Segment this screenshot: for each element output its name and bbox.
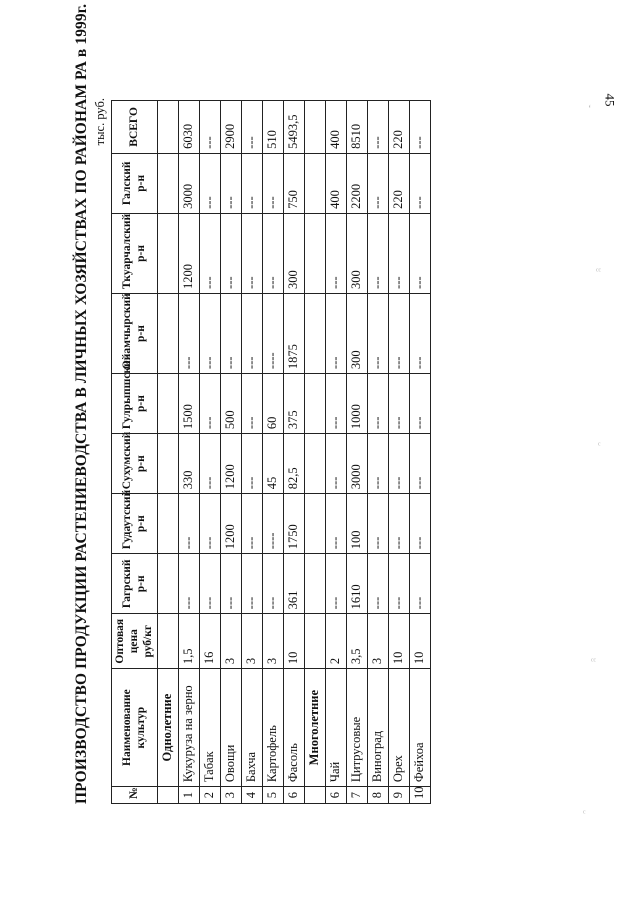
cell-price: 16 [200, 614, 221, 669]
cell-gagra: --- [221, 554, 242, 614]
cell-tkuarchal: --- [368, 213, 389, 293]
cell-gudauta: --- [242, 494, 263, 554]
cell-no: 8 [368, 787, 389, 804]
page-number: 45 [602, 93, 618, 107]
header-row [112, 101, 158, 804]
cell-gagra: --- [368, 554, 389, 614]
header-gal: Галский р-н [112, 153, 158, 213]
table-row [368, 101, 389, 804]
table-row [326, 101, 347, 804]
cell-sukhum: --- [389, 434, 410, 494]
cell-ochamchira: --- [326, 293, 347, 373]
cell-ochamchira: 300 [347, 293, 368, 373]
cell-gulripsh: --- [242, 374, 263, 434]
table-row [389, 101, 410, 804]
cell-ochamchira: 1875 [284, 293, 305, 373]
cell-price: 3,5 [347, 614, 368, 669]
table-row [263, 101, 284, 804]
cell-gudauta: --- [200, 494, 221, 554]
header-name: Наименование культур [112, 669, 158, 787]
cell-total: 6030 [179, 101, 200, 154]
section-empty-cell [305, 554, 326, 614]
section-empty-cell [158, 293, 179, 373]
cell-no: 7 [347, 787, 368, 804]
cell-crop-name: Бахча [242, 669, 263, 787]
section-row [158, 101, 179, 804]
section-empty-cell [305, 293, 326, 373]
cell-gal: 220 [389, 153, 410, 213]
section-empty-cell [305, 101, 326, 154]
cell-total: 5493,5 [284, 101, 305, 154]
cell-gal: --- [221, 153, 242, 213]
cell-gulripsh: --- [200, 374, 221, 434]
cell-gagra: 361 [284, 554, 305, 614]
header-gulripsh: Гулрыпшский р-н [112, 374, 158, 434]
cell-total: 400 [326, 101, 347, 154]
cell-sukhum: 330 [179, 434, 200, 494]
unit-label: тыс. руб. [93, 98, 107, 146]
cell-gal: 400 [326, 153, 347, 213]
cell-crop-name: Табак [200, 669, 221, 787]
section-empty-cell [158, 153, 179, 213]
cell-sukhum: 3000 [347, 434, 368, 494]
cell-gagra: --- [200, 554, 221, 614]
cell-tkuarchal: --- [242, 213, 263, 293]
section-empty-cell [158, 101, 179, 154]
cell-gudauta: --- [326, 494, 347, 554]
cell-sukhum: 1200 [221, 434, 242, 494]
cell-crop-name: Цитрусовые [347, 669, 368, 787]
section-title: Однолетние [158, 669, 179, 787]
cell-no: 5 [263, 787, 284, 804]
cell-tkuarchal: --- [263, 213, 284, 293]
cell-gudauta: --- [368, 494, 389, 554]
cell-ochamchira: --- [242, 293, 263, 373]
cell-tkuarchal: --- [221, 213, 242, 293]
cell-crop-name: Виноград [368, 669, 389, 787]
scan-speck: ᶜ [583, 808, 586, 819]
section-empty-cell [158, 494, 179, 554]
cell-no: 2 [200, 787, 221, 804]
section-row [305, 101, 326, 804]
cell-sukhum: --- [410, 434, 431, 494]
cell-no: 6 [284, 787, 305, 804]
cell-gal: --- [263, 153, 284, 213]
cell-gagra: --- [410, 554, 431, 614]
table-row [242, 101, 263, 804]
cell-gagra: --- [242, 554, 263, 614]
cell-price: 3 [263, 614, 284, 669]
cell-price: 10 [410, 614, 431, 669]
cell-price: 10 [284, 614, 305, 669]
cell-tkuarchal: --- [389, 213, 410, 293]
cell-price: 2 [326, 614, 347, 669]
cell-price: 1,5 [179, 614, 200, 669]
cell-sukhum: --- [200, 434, 221, 494]
cell-total: --- [242, 101, 263, 154]
header-no: № [112, 787, 158, 804]
cell-crop-name: Кукуруза на зерно [179, 669, 200, 787]
cell-gagra: --- [263, 554, 284, 614]
cell-price: 3 [242, 614, 263, 669]
cell-no: 4 [242, 787, 263, 804]
table-row [410, 101, 431, 804]
header-gagra: Гагрский р-н [112, 554, 158, 614]
cell-sukhum: 45 [263, 434, 284, 494]
cell-no: 10 [410, 787, 431, 804]
section-no-cell [158, 787, 179, 804]
cell-total: --- [200, 101, 221, 154]
cell-gagra: 1610 [347, 554, 368, 614]
cell-tkuarchal: --- [326, 213, 347, 293]
rotated-page-content [65, 3, 575, 812]
table-row [221, 101, 242, 804]
cell-gagra: --- [389, 554, 410, 614]
cell-total: 510 [263, 101, 284, 154]
cell-no: 3 [221, 787, 242, 804]
cell-gal: 2200 [347, 153, 368, 213]
cell-gulripsh: 1500 [179, 374, 200, 434]
cell-total: --- [410, 101, 431, 154]
section-no-cell [305, 787, 326, 804]
cell-price: 3 [221, 614, 242, 669]
cell-crop-name: Картофель [263, 669, 284, 787]
scan-speck: ‘ [588, 104, 592, 115]
cell-no: 1 [179, 787, 200, 804]
section-empty-cell [158, 213, 179, 293]
cell-gulripsh: 1000 [347, 374, 368, 434]
cell-gulripsh: --- [389, 374, 410, 434]
table-row [347, 101, 368, 804]
scan-speck: ᶜ [598, 440, 601, 451]
cell-total: --- [368, 101, 389, 154]
section-empty-cell [158, 614, 179, 669]
table-row [179, 101, 200, 804]
cell-gulripsh: 60 [263, 374, 284, 434]
section-empty-cell [305, 614, 326, 669]
cell-gudauta: 100 [347, 494, 368, 554]
cell-total: 220 [389, 101, 410, 154]
cell-no: 9 [389, 787, 410, 804]
header-price: Оптовая цена руб/кг [112, 614, 158, 669]
table-body [158, 101, 431, 804]
cell-gal: 750 [284, 153, 305, 213]
cell-sukhum: --- [326, 434, 347, 494]
cell-no: 6 [326, 787, 347, 804]
cell-crop-name: Фасоль [284, 669, 305, 787]
cell-gudauta: 1750 [284, 494, 305, 554]
cell-gagra: --- [326, 554, 347, 614]
section-title: Многолетние [305, 669, 326, 787]
cell-price: 10 [389, 614, 410, 669]
cell-ochamchira: --- [368, 293, 389, 373]
cell-total: 2900 [221, 101, 242, 154]
cell-price: 3 [368, 614, 389, 669]
cell-gulripsh: --- [410, 374, 431, 434]
header-ochamchira: Очамчырский р-н [112, 293, 158, 373]
section-empty-cell [305, 434, 326, 494]
header-tkuarchal: Ткуарчалский р-н [112, 213, 158, 293]
cell-ochamchira: --- [179, 293, 200, 373]
cell-sukhum: 82,5 [284, 434, 305, 494]
cell-crop-name: Орех [389, 669, 410, 787]
header-sukhum: Сухумский р-н [112, 434, 158, 494]
header-gudauta: Гудаутский р-н [112, 494, 158, 554]
table-row [200, 101, 221, 804]
cell-gudauta: --- [410, 494, 431, 554]
cell-tkuarchal: --- [200, 213, 221, 293]
cell-sukhum: --- [242, 434, 263, 494]
cell-gudauta: --- [179, 494, 200, 554]
section-empty-cell [158, 554, 179, 614]
scan-speck: ᶜᶜ [596, 266, 602, 277]
cell-crop-name: Овощи [221, 669, 242, 787]
cell-gulripsh: --- [326, 374, 347, 434]
cell-gudauta: --- [389, 494, 410, 554]
scan-speck: ᶜᶜ [591, 656, 597, 667]
cell-sukhum: --- [368, 434, 389, 494]
section-empty-cell [158, 434, 179, 494]
cell-gudauta: 1200 [221, 494, 242, 554]
cell-gal: --- [200, 153, 221, 213]
section-empty-cell [305, 153, 326, 213]
cell-ochamchira: ---- [263, 293, 284, 373]
production-table [111, 100, 431, 804]
cell-crop-name: Чай [326, 669, 347, 787]
table-row [284, 101, 305, 804]
section-empty-cell [305, 213, 326, 293]
cell-gal: 3000 [179, 153, 200, 213]
section-empty-cell [305, 494, 326, 554]
cell-gulripsh: --- [368, 374, 389, 434]
header-total: ВСЕГО [112, 101, 158, 154]
cell-gal: --- [368, 153, 389, 213]
cell-ochamchira: --- [200, 293, 221, 373]
cell-tkuarchal: --- [410, 213, 431, 293]
cell-gulripsh: 375 [284, 374, 305, 434]
cell-gagra: --- [179, 554, 200, 614]
cell-ochamchira: --- [221, 293, 242, 373]
cell-gal: --- [242, 153, 263, 213]
cell-ochamchira: --- [389, 293, 410, 373]
cell-gudauta: ---- [263, 494, 284, 554]
cell-tkuarchal: 1200 [179, 213, 200, 293]
document-title: ПРОИЗВОДСТВО ПРОДУКЦИИ РАСТЕНИЕВОДСТВА В ЛИЧНЫХ ХОЗЯЙСТВАХ ПО РАЙОНАМ РА в 1999г. [73, 3, 90, 804]
cell-gal: --- [410, 153, 431, 213]
cell-gulripsh: 500 [221, 374, 242, 434]
cell-total: 8510 [347, 101, 368, 154]
section-empty-cell [158, 374, 179, 434]
cell-tkuarchal: 300 [347, 213, 368, 293]
cell-tkuarchal: 300 [284, 213, 305, 293]
cell-ochamchira: --- [410, 293, 431, 373]
cell-crop-name: Фейхоа [410, 669, 431, 787]
section-empty-cell [305, 374, 326, 434]
